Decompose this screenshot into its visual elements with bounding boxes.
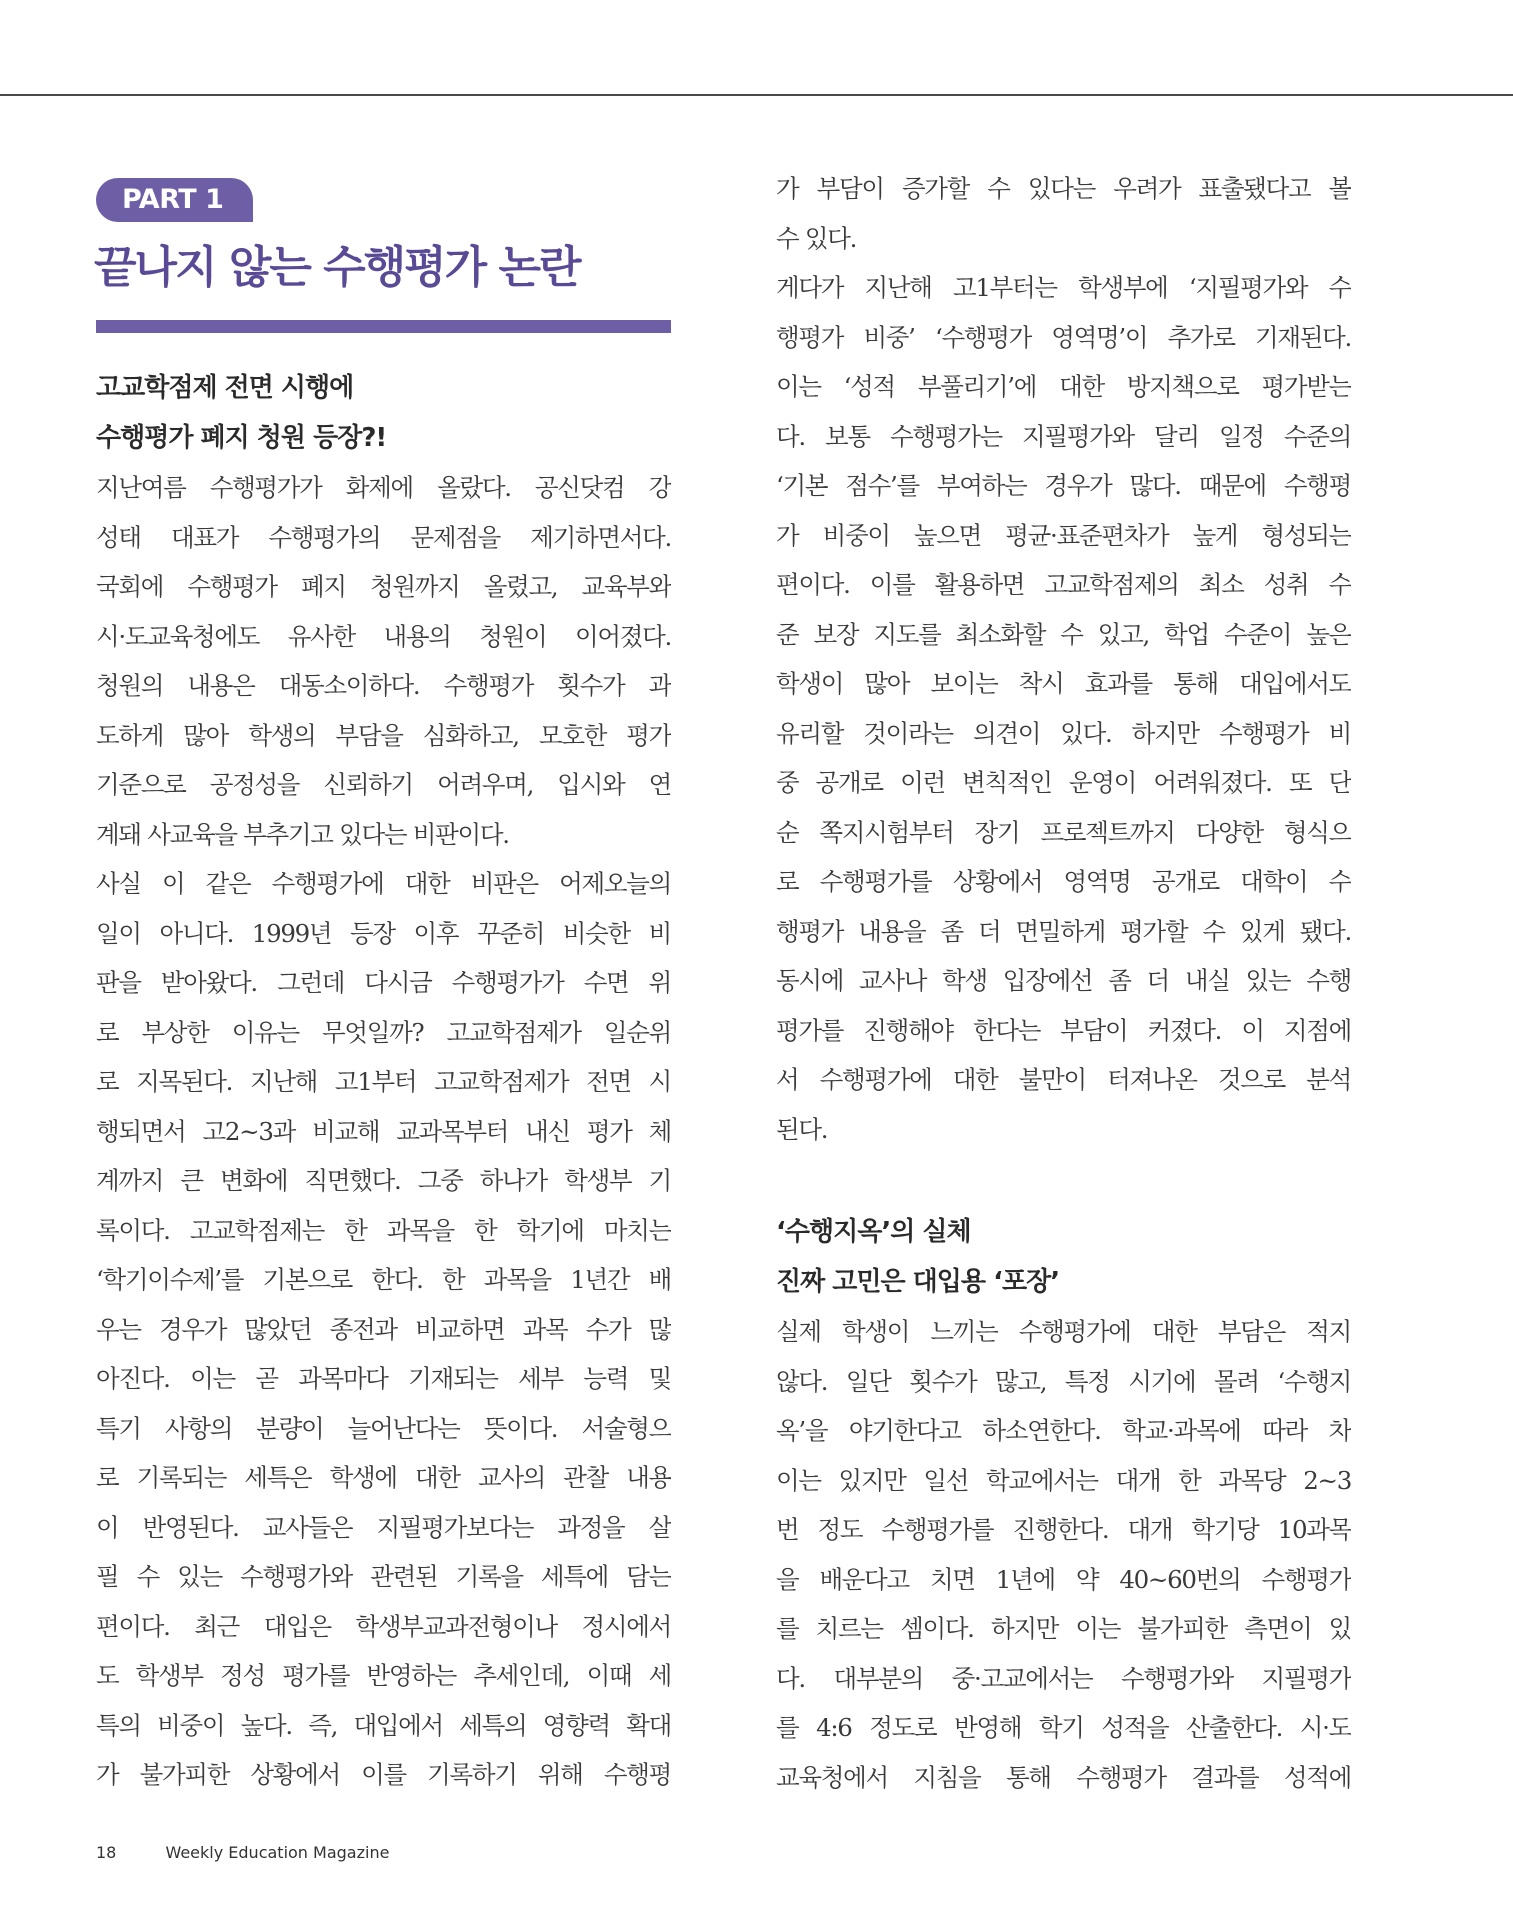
text-line: 동시에 교사나 학생 입장에선 좀 더 내실 있는 수행 (776, 966, 1351, 995)
text-line: 번 정도 수행평가를 진행한다. 대개 학기당 10과목 (776, 1515, 1351, 1544)
text-line: 교육청에서 지침을 통해 수행평가 결과를 성적에 (776, 1762, 1351, 1792)
text-line: 지난여름 수행평가가 화제에 올랐다. 공신닷컴 강 (96, 473, 671, 502)
text-line: 필 수 있는 수행평가와 관련된 기록을 세특에 담는 (96, 1562, 671, 1591)
section-3 (776, 1207, 1351, 1802)
section-3-heading-line-2: 진짜 고민은 대입용 ‘포장’ (776, 1267, 1060, 1297)
text-line: 옥’을 야기한다고 하소연한다. 학교·과목에 따라 차 (776, 1416, 1351, 1445)
section-1-heading-line-1: 고교학점제 전면 시행에 (96, 373, 354, 403)
text-line: 사실 이 같은 수행평가에 대한 비판은 어제오늘의 (96, 869, 671, 898)
section-3-body (776, 1307, 1351, 1802)
text-line: 로 지목된다. 지난해 고1부터 고교학점제가 전면 시 (96, 1067, 671, 1096)
text-line: 게다가 지난해 고1부터는 학생부에 ‘지필평가와 수 (776, 273, 1351, 302)
text-line: 를 치르는 셈이다. 하지만 이는 불가피한 측면이 있 (776, 1614, 1351, 1643)
text-line: 도 학생부 정성 평가를 반영하는 추세인데, 이때 세 (96, 1661, 671, 1690)
text-line: 기준으로 공정성을 신뢰하기 어려우며, 입시와 연 (96, 770, 671, 799)
text-line: 로 기록되는 세특은 학생에 대한 교사의 관찰 내용 (96, 1463, 671, 1492)
text-line: 특기 사항의 분량이 늘어난다는 뜻이다. 서술형으 (96, 1413, 671, 1443)
section-1-heading-line-2: 수행평가 폐지 청원 등장?! (96, 423, 387, 453)
text-line: 수 있다. (776, 223, 857, 253)
text-line: 서 수행평가에 대한 불만이 터져나온 것으로 분석 (776, 1065, 1351, 1094)
text-line: 가 부담이 증가할 수 있다는 우려가 표출됐다고 볼 (776, 174, 1351, 203)
text-line: 도하게 많아 학생의 부담을 심화하고, 모호한 평가 (96, 720, 671, 750)
text-line: 준 보장 지도를 최소화할 수 있고, 학업 수준이 높은 (776, 619, 1351, 649)
text-line: 시·도교육청에도 유사한 내용의 청원이 이어졌다. (96, 621, 671, 651)
text-line: ‘학기이수제’를 기본으로 한다. 한 과목을 1년간 배 (96, 1265, 671, 1294)
text-line: 행되면서 고2~3과 비교해 교과목부터 내신 평가 체 (96, 1116, 671, 1146)
text-line: 록이다. 고교학점제는 한 과목을 한 학기에 마치는 (96, 1215, 671, 1245)
text-line: 일이 아니다. 1999년 등장 이후 꾸준히 비슷한 비 (96, 918, 671, 948)
text-line: 성태 대표가 수행평가의 문제점을 제기하면서다. (96, 522, 671, 552)
text-line: 된다. (776, 1114, 828, 1144)
text-line: 행평가 비중’ ‘수행평가 영역명’이 추가로 기재된다. (776, 322, 1351, 352)
text-line: 로 수행평가를 상황에서 영역명 공개로 대학이 수 (776, 867, 1351, 896)
page-title: 끝나지 않는 수행평가 논란 (94, 242, 580, 293)
text-line: 행평가 내용을 좀 더 면밀하게 평가할 수 있게 됐다. (776, 916, 1351, 946)
text-line: 청원의 내용은 대동소이하다. 수행평가 횟수가 과 (96, 671, 671, 700)
text-line: 편이다. 이를 활용하면 고교학점제의 최소 성취 수 (776, 570, 1351, 599)
section-1 (96, 363, 671, 1800)
text-line: 특의 비중이 높다. 즉, 대입에서 세특의 영향력 확대 (96, 1710, 671, 1740)
text-line: 평가를 진행해야 한다는 부담이 커졌다. 이 지점에 (776, 1015, 1351, 1045)
text-line: 계돼 사교육을 부추기고 있다는 비판이다. (96, 819, 509, 849)
text-line: 않다. 일단 횟수가 많고, 특정 시기에 몰려 ‘수행지 (776, 1366, 1351, 1396)
text-line: 순 쪽지시험부터 장기 프로젝트까지 다양한 형식으 (776, 817, 1351, 847)
text-line: 다. 대부분의 중·고교에서는 수행평가와 지필평가 (776, 1663, 1351, 1693)
text-line: 를 4:6 정도로 반영해 학기 성적을 산출한다. 시·도 (776, 1713, 1351, 1742)
part-badge: PART 1 (96, 178, 253, 222)
top-rule (0, 94, 1513, 96)
text-line: 편이다. 최근 대입은 학생부교과전형이나 정시에서 (96, 1611, 671, 1641)
section-3-heading-line-1: ‘수행지옥’의 실체 (776, 1217, 971, 1247)
text-line: 국회에 수행평가 폐지 청원까지 올렸고, 교육부와 (96, 572, 671, 601)
text-line: 이 반영된다. 교사들은 지필평가보다는 과정을 살 (96, 1512, 671, 1542)
title-underline-bar (96, 320, 671, 333)
text-line: 을 배운다고 치면 1년에 약 40~60번의 수행평가 (776, 1564, 1351, 1594)
text-line: 유리할 것이라는 의견이 있다. 하지만 수행평가 비 (776, 718, 1351, 748)
text-line: 아진다. 이는 곧 과목마다 기재되는 세부 능력 및 (96, 1364, 671, 1393)
text-line: 실제 학생이 느끼는 수행평가에 대한 부담은 적지 (776, 1317, 1351, 1346)
text-line: 이는 있지만 일선 학교에서는 대개 한 과목당 2~3 (776, 1465, 1351, 1495)
magazine-name: Weekly Education Magazine (165, 1843, 390, 1862)
section-1-body (96, 463, 671, 1800)
page-number: 18 (96, 1843, 117, 1862)
section-2-body (776, 164, 1351, 1154)
page-footer (96, 1843, 389, 1862)
text-line: 판을 받아왔다. 그런데 다시금 수행평가가 수면 위 (96, 968, 671, 997)
text-line: 가 비중이 높으면 평균·표준편차가 높게 형성되는 (776, 520, 1351, 550)
text-line: 가 불가피한 상황에서 이를 기록하기 위해 수행평 (96, 1760, 671, 1789)
text-line: 다. 보통 수행평가는 지필평가와 달리 일정 수준의 (776, 421, 1351, 451)
text-line: 로 부상한 이유는 무엇일까? 고교학점제가 일순위 (96, 1017, 671, 1047)
text-line: 학생이 많아 보이는 착시 효과를 통해 대입에서도 (776, 669, 1351, 698)
section-2 (776, 164, 1351, 1154)
text-line: 계까지 큰 변화에 직면했다. 그중 하나가 학생부 기 (96, 1166, 671, 1195)
text-line: 우는 경우가 많았던 종전과 비교하면 과목 수가 많 (96, 1314, 671, 1344)
text-line: 이는 ‘성적 부풀리기’에 대한 방지책으로 평가받는 (776, 372, 1351, 401)
text-line: 중 공개로 이런 변칙적인 운영이 어려워졌다. 또 단 (776, 768, 1351, 797)
text-line: ‘기본 점수’를 부여하는 경우가 많다. 때문에 수행평 (776, 471, 1351, 500)
